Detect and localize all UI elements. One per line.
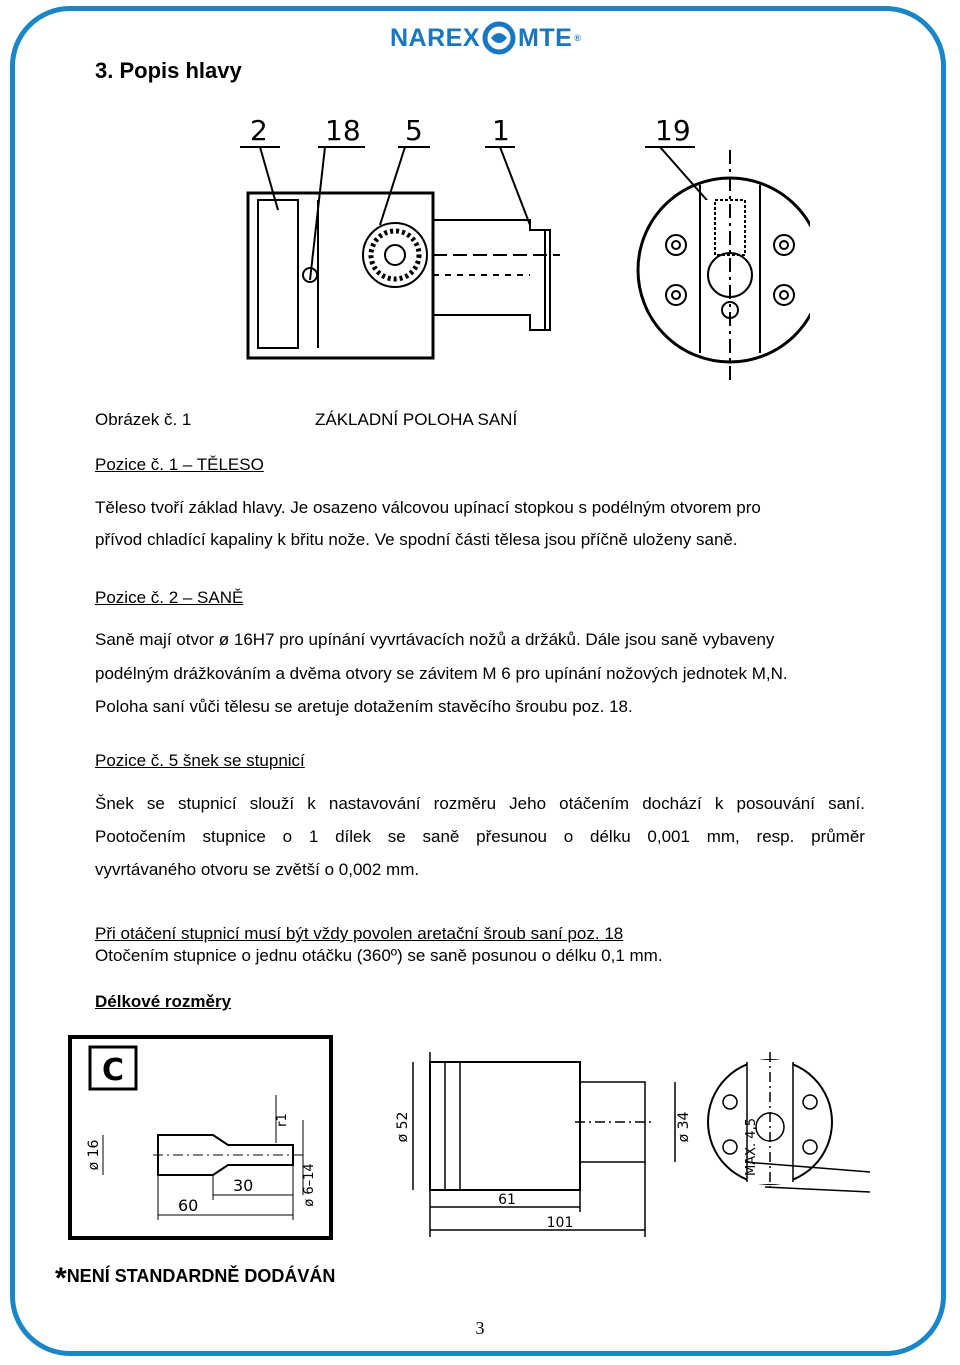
- figure1-caption-left: Obrázek č. 1: [95, 410, 192, 429]
- dim-d34: ø 34: [676, 1111, 692, 1143]
- pos5-line-1: Šnek se stupnicí slouží k nastavování rozměru Jeho otáčením dochází k posouvání saní.: [95, 794, 865, 813]
- pos5-heading: Pozice č. 5 šnek se stupnicí: [95, 751, 305, 770]
- figure-head-drawing: [230, 105, 810, 395]
- section-title: 3. Popis hlavy: [95, 58, 242, 83]
- holder-letter: C: [101, 1053, 125, 1088]
- callout-19: 19: [655, 114, 691, 147]
- dim-30: 30: [233, 1176, 254, 1195]
- pos5-line-2: Pootočením stupnice o 1 dílek se saně přesunou o délku 0,001 mm, resp. průměr: [95, 827, 865, 846]
- pos2-heading: Pozice č. 2 – SANĚ: [95, 588, 244, 607]
- dim-r1: r1: [275, 1113, 290, 1127]
- dim-d6-14: ø 6–14: [302, 1163, 317, 1207]
- logo-swirl-icon: [481, 20, 517, 56]
- pos2-line-1: Saně mají otvor ø 16H7 pro upínání vyvrtávacích nožů a držáků. Dále jsou saně vybaveny: [95, 630, 775, 649]
- dim-101: 101: [546, 1215, 574, 1231]
- logo-text-left: NAREX: [390, 23, 481, 52]
- dim-max-4-5: MAX. 4,5: [744, 1118, 759, 1176]
- footnote-text: NENÍ STANDARDNĚ DODÁVÁN: [66, 1266, 336, 1286]
- callout-18: 18: [325, 114, 361, 147]
- pos5-line-3: vyvrtávaného otvoru se zvětší o 0,002 mm.: [95, 860, 420, 879]
- dim-61: 61: [498, 1192, 516, 1208]
- figure-holder-c: [68, 1035, 333, 1240]
- page-number: 3: [475, 1318, 485, 1338]
- figure-head-dimensions: [395, 1052, 895, 1242]
- footnote-star: *: [55, 1262, 67, 1295]
- dim-d52: ø 52: [395, 1111, 411, 1143]
- dim-60: 60: [178, 1196, 199, 1215]
- pos1-line-1: Těleso tvoří základ hlavy. Je osazeno válcovou upínací stopkou s podélným otvorem pro: [95, 498, 761, 517]
- pos2-line-3: Poloha saní vůči tělesu se aretuje dotažením stavěcího šroubu poz. 18.: [95, 697, 633, 716]
- rotation-line: Otočením stupnice o jednu otáčku (360º) se saně posunou o délku 0,1 mm.: [95, 946, 663, 965]
- logo-registered-mark: ®: [574, 33, 582, 43]
- warning-line: Při otáčení stupnicí musí být vždy povolen aretační šroub saní poz. 18: [95, 924, 624, 943]
- pos1-heading: Pozice č. 1 – TĚLESO: [95, 455, 264, 474]
- footnote: [55, 1262, 335, 1296]
- dim-d16: ø 16: [86, 1139, 102, 1171]
- logo-text-right: MTE: [518, 23, 573, 52]
- brand-logo: [390, 18, 581, 58]
- callout-2: 2: [250, 114, 268, 147]
- callout-5: 5: [405, 114, 423, 147]
- callout-1: 1: [492, 114, 510, 147]
- dims-heading: Délkové rozměry: [95, 992, 232, 1011]
- figure1-caption-right: ZÁKLADNÍ POLOHA SANÍ: [315, 410, 518, 429]
- pos2-line-2: podélným drážkováním a dvěma otvory se závitem M 6 pro upínání nožových jednotek M,N.: [95, 664, 788, 683]
- pos1-line-2: přívod chladící kapaliny k břitu nože. Ve spodní části tělesa jsou příčně uloženy saně.: [95, 530, 738, 549]
